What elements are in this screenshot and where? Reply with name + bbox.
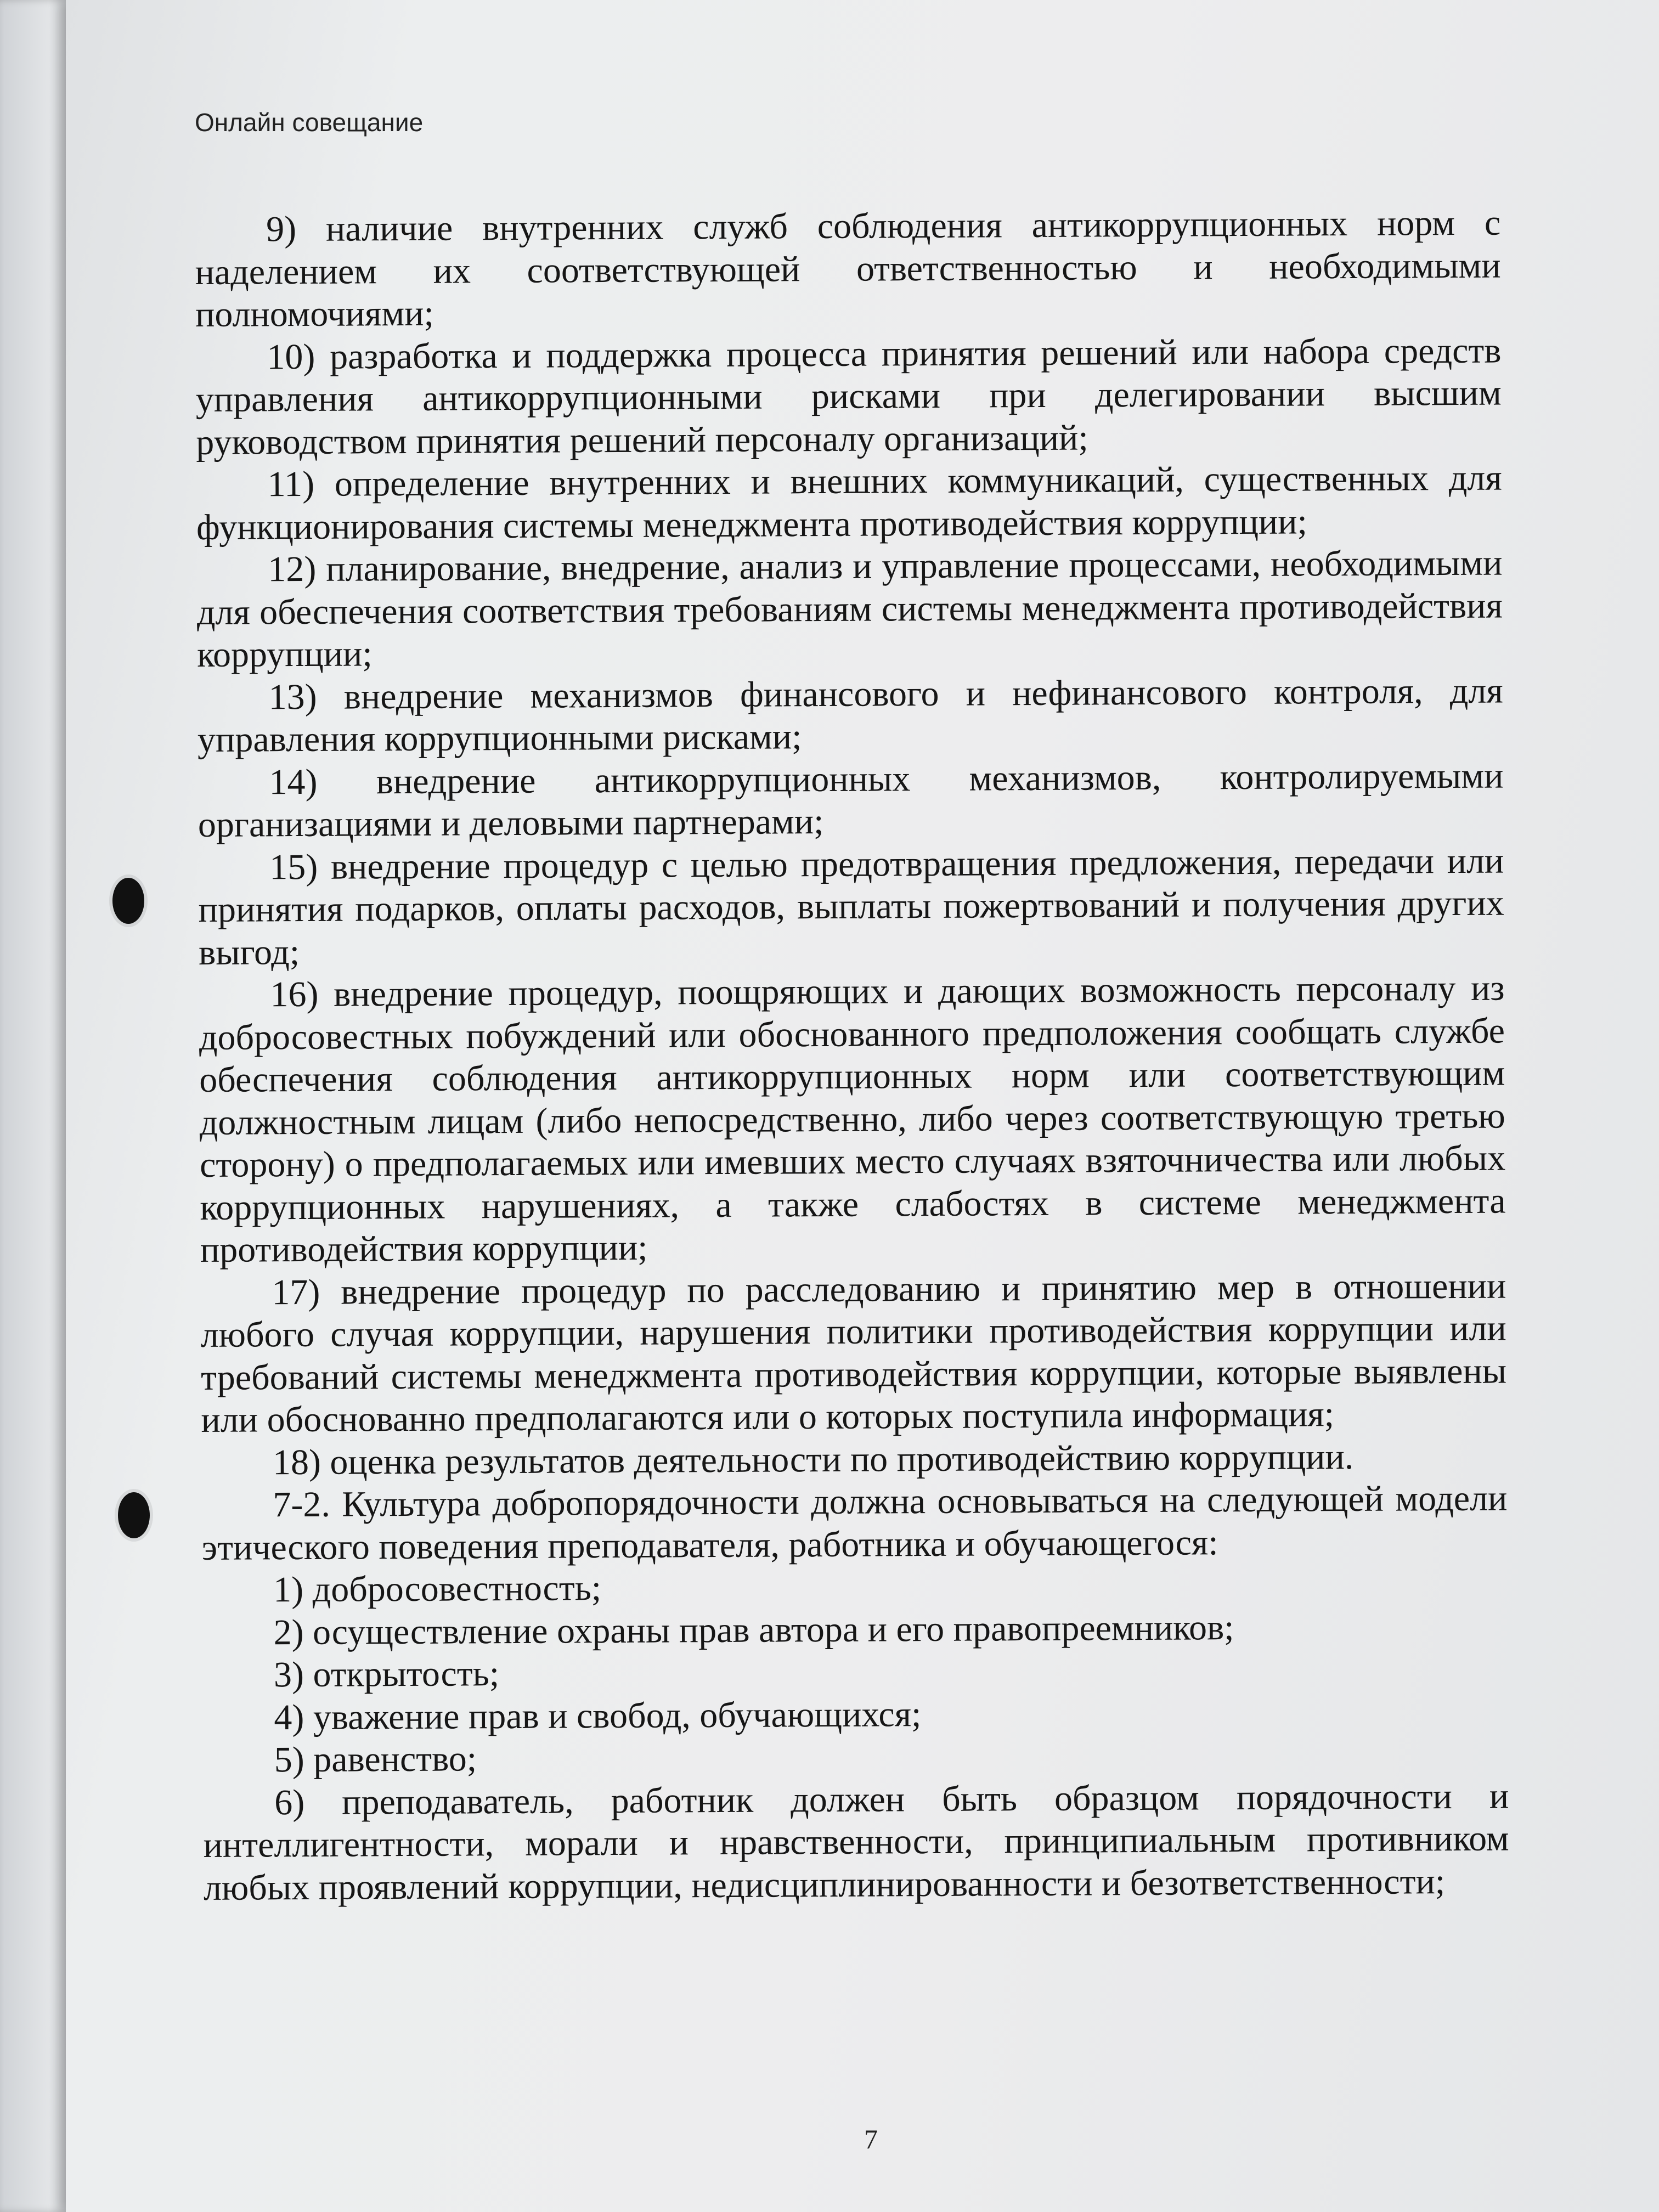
binder-hole-top bbox=[112, 878, 144, 924]
model-item-4: 4) уважение прав и свобод, обучающихся; bbox=[274, 1694, 922, 1737]
list-item-14: 14) внедрение антикоррупционных механизмов, контролируемыми организациями и деловыми партнерами; bbox=[198, 755, 1504, 845]
model-item-1: 1) добросовестность; bbox=[273, 1568, 602, 1610]
list-item-11: 11) определение внутренних и внешних коммуникаций, существенных для функционирования системы менеджмента противодействия коррупции; bbox=[196, 458, 1502, 548]
model-item-3: 3) открытость; bbox=[273, 1654, 500, 1695]
section-7-2: 7-2. Культура добропорядочности должна основываться на следующей модели этического поведения преподавателя, работника и обучающегося: bbox=[201, 1478, 1508, 1568]
list-item-13: 13) внедрение механизмов финансового и нефинансового контроля, для управления коррупционными рисками; bbox=[197, 670, 1503, 760]
model-item-2: 2) осуществление охраны прав автора и его правопреемников; bbox=[273, 1607, 1234, 1652]
list-item-17: 17) внедрение процедур по расследованию и принятию мер в отношении любого случая коррупции, нарушения политики противодействия коррупции или требований системы менеджмента противодействия коррупции, которые выявлены или обоснованно предполагаются или о которых поступила информация; bbox=[200, 1266, 1507, 1440]
list-item-16: 16) внедрение процедур, поощряющих и дающих возможность персоналу из добросовестных побуждений или обоснованного предположения сообщать службе обеспечения соблюдения антикоррупционных норм или соответствующим должностным лицам (либо непосредственно, либо через соответствующую третью сторону) о предполагаемых или имевших место случаях взяточничества или любых коррупционных нарушениях, а также слабостях в системе менеджмента противодействия коррупции; bbox=[199, 968, 1506, 1270]
list-item-10: 10) разработка и поддержка процесса принятия решений или набора средств управления антикоррупционными рисками при делегировании высшим руководством принятия решений персоналу организаций; bbox=[195, 330, 1502, 462]
list-item-9: 9) наличие внутренних служб соблюдения антикоррупционных норм с наделением их соответствующей ответственностью и необходимыми полномочиями; bbox=[195, 202, 1501, 335]
list-item-18: 18) оценка результатов деятельности по противодействию коррупции. bbox=[272, 1436, 1354, 1482]
list-item-12: 12) планирование, внедрение, анализ и управление процессами, необходимыми для обеспечения соответствия требованиям системы менеджмента противодействия коррупции; bbox=[196, 543, 1503, 675]
model-item-5: 5) равенство; bbox=[274, 1739, 477, 1780]
list-item-15: 15) внедрение процедур с целью предотвращения предложения, передачи или принятия подарков, оплаты расходов, выплаты пожертвований и получения других выгод; bbox=[198, 840, 1504, 973]
document-body bbox=[195, 202, 1509, 1909]
page-number: 7 bbox=[864, 2124, 878, 2154]
model-item-6: 6) преподаватель, работник должен быть образцом порядочности и интеллигентности, морали и нравственности, принципиальным противником любых проявлений коррупции, недисциплинированности и безответственности; bbox=[203, 1775, 1509, 1908]
page-header: Онлайн совещание bbox=[195, 108, 424, 137]
binder-hole-bottom bbox=[118, 1492, 150, 1538]
